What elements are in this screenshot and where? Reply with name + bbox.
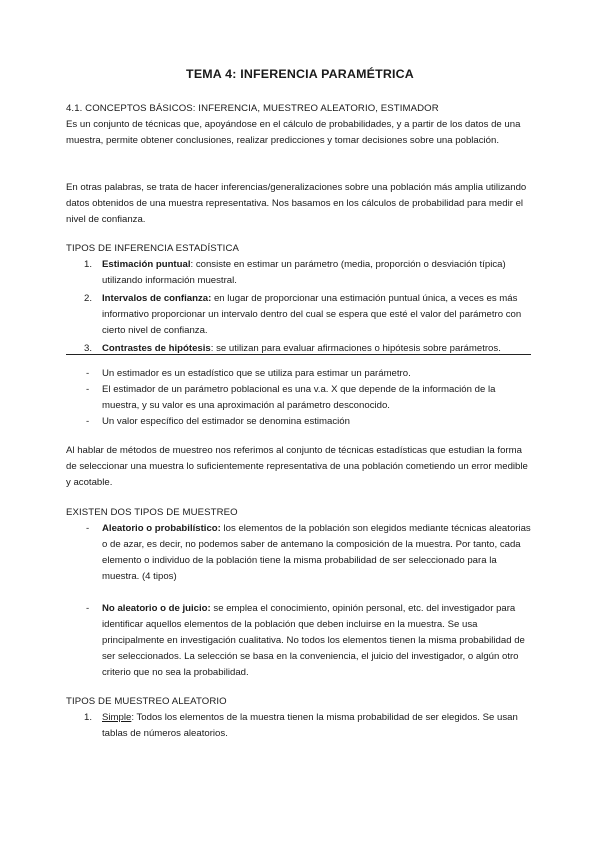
list-item <box>66 366 534 382</box>
paragraph-metodos-muestreo: Al hablar de métodos de muestreo nos referimos al conjunto de técnicas estadísticas que estudian la forma de seleccionar una muestra lo suficientemente representativa de una población cometiendo un error medible y acotable. <box>66 445 528 488</box>
list-estimador <box>66 366 534 430</box>
term-no-aleatorio: No aleatorio o de juicio: <box>102 603 211 614</box>
item-text: se emplea el conocimiento, opinión personal, etc. del investigador para identificar aquellos elementos de la población que deben incluirse en la muestra. Se usa principalmente en investigación cualitativa. No todos los elementos tienen la misma probabilidad de ser seleccionados. La selección se basa en la conveniencia, el juicio del investigador, o algún otro criterio que no sea la probabilidad. <box>102 603 525 678</box>
list-tipos-inferencia <box>66 257 534 357</box>
bullet-dash: - <box>86 603 90 614</box>
term-contrastes-hipotesis: Contrastes de hipótesis <box>102 343 211 354</box>
bullet-dash: - <box>86 416 90 427</box>
item-text: Un valor específico del estimador se denomina estimación <box>102 416 350 427</box>
list-item <box>66 257 534 289</box>
paragraph-otras-palabras: En otras palabras, se trata de hacer inferencias/generalizaciones sobre una población más amplia utilizando datos obtenidos de una muestra representativa. Nos basamos en los cálculos de probabilidad para medir el nivel de confianza. <box>66 182 527 225</box>
list-item <box>66 291 534 339</box>
list-item <box>66 382 534 414</box>
list-number: 2. <box>84 293 93 304</box>
list-item <box>66 710 534 742</box>
item-text: : consiste en estimar un parámetro (media, proporción o desviación típica) utilizando información muestral. <box>102 259 506 286</box>
term-simple: Simple <box>102 712 132 723</box>
list-item <box>66 414 534 430</box>
section-heading-tipos-aleatorio: TIPOS DE MUESTREO ALEATORIO <box>66 696 227 707</box>
section-heading-tipos-muestreo: EXISTEN DOS TIPOS DE MUESTREO <box>66 507 238 518</box>
item-text: en lugar de proporcionar una estimación puntual única, a veces es más informativo proporcionar un intervalo dentro del cual se espera que esté el valor del parámetro con cierto nivel de confianza. <box>102 293 522 336</box>
bullet-dash: - <box>86 384 90 395</box>
term-aleatorio: Aleatorio o probabilístico: <box>102 523 221 534</box>
item-text: : Todos los elementos de la muestra tienen la misma probabilidad de ser elegidos. Se usan tablas de números aleatorios. <box>102 712 518 739</box>
list-item <box>66 521 534 585</box>
list-number: 3. <box>84 343 93 354</box>
item-text: Un estimador es un estadístico que se utiliza para estimar un parámetro. <box>102 368 411 379</box>
item-text: El estimador de un parámetro poblacional es una v.a. X que depende de la información de la muestra, y su valor es una aproximación al parámetro desconocido. <box>102 384 496 411</box>
paragraph-definicion: Es un conjunto de técnicas que, apoyándose en el cálculo de probabilidades, y a partir de los datos de una muestra, permite obtener conclusiones, realizar predicciones y tomar decisiones sobre una población. <box>66 119 521 146</box>
term-intervalos-confianza: Intervalos de confianza: <box>102 293 212 304</box>
page-title: TEMA 4: INFERENCIA PARAMÉTRICA <box>186 67 414 81</box>
horizontal-divider <box>66 354 531 355</box>
list-tipos-muestreo <box>66 521 534 681</box>
bullet-dash: - <box>86 523 90 534</box>
bullet-dash: - <box>86 368 90 379</box>
term-estimacion-puntual: Estimación puntual <box>102 259 191 270</box>
item-text: : se utilizan para evaluar afirmaciones o hipótesis sobre parámetros. <box>210 343 501 354</box>
list-number: 1. <box>84 712 93 723</box>
list-item <box>66 601 534 681</box>
item-text: los elementos de la población son elegidos mediante técnicas aleatorias o de azar, es decir, no podemos saber de antemano la composición de la muestra. Por tanto, cada elemento o individuo de la población tiene la misma probabilidad de ser seleccionado para la muestra. (4 tipos) <box>102 523 531 582</box>
list-number: 1. <box>84 259 93 270</box>
section-heading-conceptos: 4.1. CONCEPTOS BÁSICOS: INFERENCIA, MUESTREO ALEATORIO, ESTIMADOR <box>66 103 439 114</box>
section-heading-tipos-inferencia: TIPOS DE INFERENCIA ESTADÍSTICA <box>66 243 239 254</box>
list-tipos-aleatorio <box>66 710 534 742</box>
